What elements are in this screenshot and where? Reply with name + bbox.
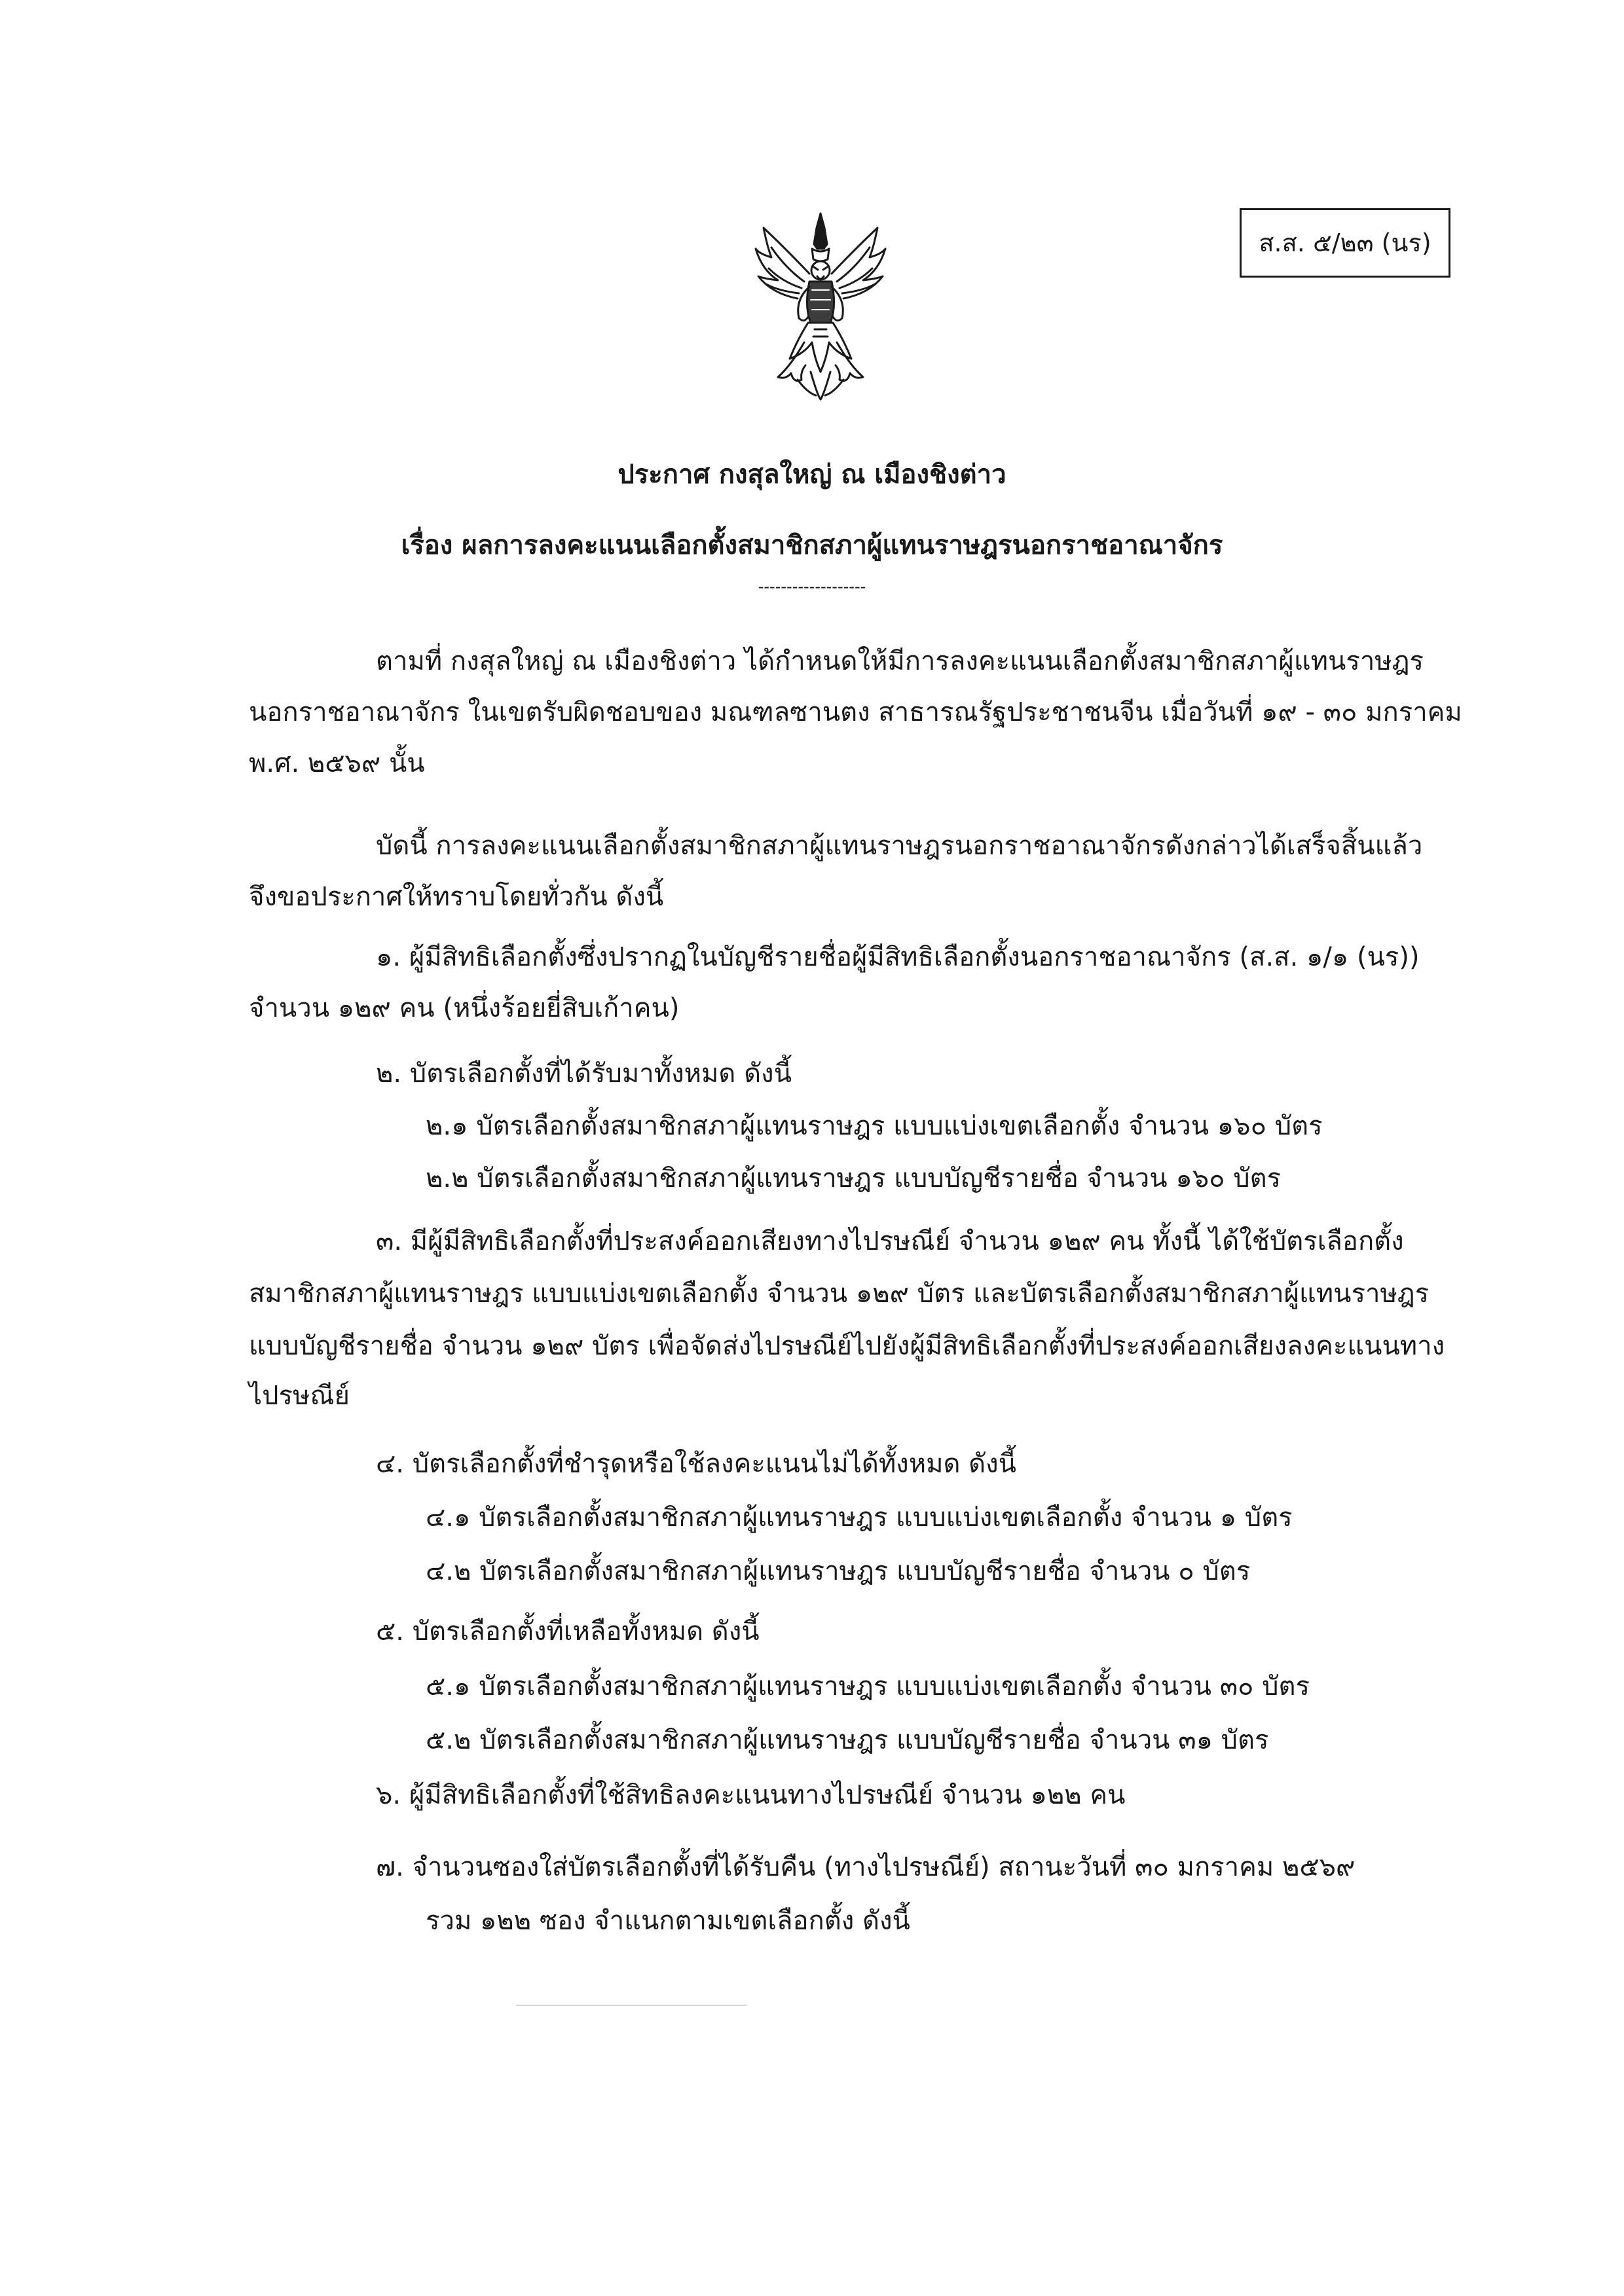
item-2-heading: ๒. บัตรเลือกตั้งที่ได้รับมาทั้งหมด ดังนี้ [376, 1059, 792, 1089]
item-6-heading: ๖. ผู้มีสิทธิเลือกตั้งที่ใช้สิทธิลงคะแนนทางไปรษณีย์ จำนวน ๑๒๒ คน [376, 1780, 1126, 1810]
item-3-line-2: สมาชิกสภาผู้แทนราษฎร แบบแบ่งเขตเลือกตั้ง จำนวน ๑๒๙ บัตร และบัตรเลือกตั้งสมาชิกสภาผู้แทนราษฎร [249, 1279, 1430, 1309]
garuda-emblem-icon [752, 208, 889, 405]
intro-line-2: นอกราชอาณาจักร ในเขตรับผิดชอบของ มณฑลซานตง สาธารณรัฐประชาชนจีน เมื่อวันที่ ๑๙ - ๓๐ มกราคม [249, 697, 1462, 727]
intro-line-1: ตามที่ กงสุลใหญ่ ณ เมืองชิงต่าว ได้กำหนดให้มีการลงคะแนนเลือกตั้งสมาชิกสภาผู้แทนราษฎร [376, 646, 1424, 676]
item-5-heading: ๕. บัตรเลือกตั้งที่เหลือทั้งหมด ดังนี้ [376, 1616, 760, 1647]
item-7-line-2: รวม ๑๒๒ ซอง จำแนกตามเขตเลือกตั้ง ดังนี้ [426, 1906, 910, 1936]
intro-line-3: พ.ศ. ๒๕๖๙ นั้น [249, 748, 425, 778]
item-2-sub-2: ๒.๒ บัตรเลือกตั้งสมาชิกสภาผู้แทนราษฎร แบบบัญชีรายชื่อ จำนวน ๑๖๐ บัตร [426, 1163, 1282, 1194]
item-2-sub-1: ๒.๑ บัตรเลือกตั้งสมาชิกสภาผู้แทนราษฎร แบบแบ่งเขตเลือกตั้ง จำนวน ๑๖๐ บัตร [426, 1111, 1323, 1141]
faint-divider [516, 2005, 747, 2006]
item-1-line-1: ๑. ผู้มีสิทธิเลือกตั้งซึ่งปรากฏในบัญชีรายชื่อผู้มีสิทธิเลือกตั้งนอกราชอาณาจักร (ส.ส. ๑/๑ (นร)) [376, 942, 1420, 972]
item-5-sub-1: ๕.๑ บัตรเลือกตั้งสมาชิกสภาผู้แทนราษฎร แบบแบ่งเขตเลือกตั้ง จำนวน ๓๐ บัตร [426, 1671, 1310, 1702]
item-4-heading: ๔. บัตรเลือกตั้งที่ชำรุดหรือใช้ลงคะแนนไม่ได้ทั้งหมด ดังนี้ [376, 1449, 1016, 1479]
item-4-sub-2: ๔.๒ บัตรเลือกตั้งสมาชิกสภาผู้แทนราษฎร แบบบัญชีรายชื่อ จำนวน ๐ บัตร [426, 1556, 1251, 1586]
item-4-sub-1: ๔.๑ บัตรเลือกตั้งสมาชิกสภาผู้แทนราษฎร แบบแบ่งเขตเลือกตั้ง จำนวน ๑ บัตร [426, 1503, 1293, 1533]
announcement-subject: เรื่อง ผลการลงคะแนนเลือกตั้งสมาชิกสภาผู้แทนราษฎรนอกราชอาณาจักร [401, 530, 1223, 560]
announce-line-1: บัดนี้ การลงคะแนนเลือกตั้งสมาชิกสภาผู้แทนราษฎรนอกราชอาณาจักรดังกล่าวได้เสร็จสิ้นแล้ว [376, 831, 1423, 861]
form-code-box: ส.ส. ๕/๒๓ (นร) [1240, 208, 1450, 278]
item-7-line-1: ๗. จำนวนซองใส่บัตรเลือกตั้งที่ได้รับคืน (ทางไปรษณีย์) สถานะวันที่ ๓๐ มกราคม ๒๕๖๙ [376, 1852, 1356, 1882]
announce-line-2: จึงขอประกาศให้ทราบโดยทั่วกัน ดังนี้ [249, 882, 664, 912]
item-3-line-1: ๓. มีผู้มีสิทธิเลือกตั้งที่ประสงค์ออกเสียงทางไปรษณีย์ จำนวน ๑๒๙ คน ทั้งนี้ ได้ใช้บัตรเลือกตั้ง [376, 1226, 1404, 1256]
title-separator: ------------------- [758, 577, 866, 596]
item-3-line-4: ไปรษณีย์ [249, 1381, 350, 1411]
item-1-line-2: จำนวน ๑๒๙ คน (หนึ่งร้อยยี่สิบเก้าคน) [249, 993, 680, 1023]
item-5-sub-2: ๕.๒ บัตรเลือกตั้งสมาชิกสภาผู้แทนราษฎร แบบบัญชีรายชื่อ จำนวน ๓๑ บัตร [426, 1725, 1269, 1755]
announcement-title: ประกาศ กงสุลใหญ่ ณ เมืองชิงต่าว [618, 460, 1006, 490]
item-3-line-3: แบบบัญชีรายชื่อ จำนวน ๑๒๙ บัตร เพื่อจัดส่งไปรษณีย์ไปยังผู้มีสิทธิเลือกตั้งที่ประสงค์ออกเสียงลงคะแนนทาง [249, 1331, 1445, 1361]
